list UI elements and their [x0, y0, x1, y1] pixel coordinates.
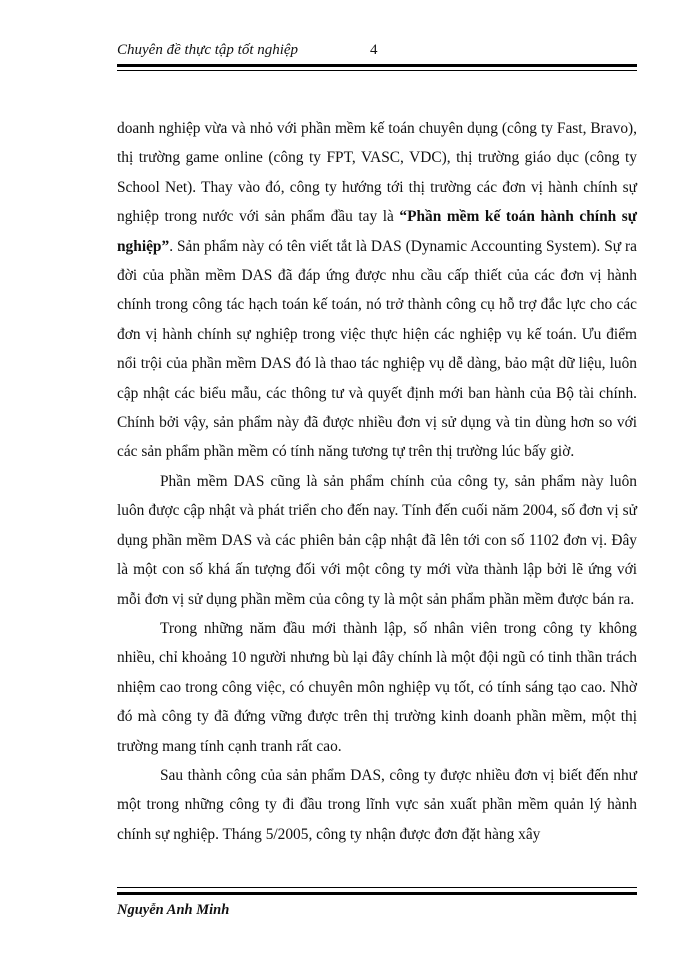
body-text — [117, 114, 637, 849]
paragraph-1-text-a: doanh nghiệp vừa và nhỏ với phần mềm kế toán chuyên dụng (công ty Fast, Bravo), thị trường game online (công ty FPT, VASC, VDC), thị trường giáo dục (công ty School Net). Thay vào đó, công ty hướng tới thị trường các đơn vị hành chính sự nghiệp trong nước với sản phẩm đầu tay là — [117, 120, 637, 226]
footer-rule-thick — [117, 892, 637, 895]
paragraph-4: Sau thành công của sản phẩm DAS, công ty được nhiều đơn vị biết đến như một trong những công ty đi đầu trong lĩnh vực sản xuất phần mềm quản lý hành chính sự nghiệp. Tháng 5/2005, công ty nhận được đơn đặt hàng xây — [117, 766, 637, 843]
footer-author: Nguyễn Anh Minh — [117, 902, 230, 918]
page-number: 4 — [370, 42, 378, 58]
header-rule-thin — [117, 70, 637, 71]
footer-rule-thin — [117, 887, 637, 888]
page-header — [117, 42, 637, 64]
paragraph-2: Phần mềm DAS cũng là sản phẩm chính của công ty, sản phẩm này luôn luôn được cập nhật và phát triển cho đến nay. Tính đến cuối năm 2004, số đơn vị sử dụng phần mềm DAS và các phiên bản cập nhật đã lên tới con số 1102 đơn vị. Đây là một con số khá ấn tượng đối với một công ty mới vừa thành lập bởi lẽ ứng với mỗi đơn vị sử dụng phần mềm của công ty là một sản phẩm phần mềm được bán ra. — [117, 472, 637, 608]
product-name-bold: “Phần mềm kế toán hành chính sự nghiệp” — [117, 208, 637, 255]
paragraph-1-text-b: . Sản phẩm này có tên viết tắt là DAS (Dynamic Accounting System). Sự ra đời của phần mềm DAS đã đáp ứng được nhu cầu cấp thiết của các đơn vị hành chính trong công tác hạch toán kế toán, nó trở thành công cụ hỗ trợ đắc lực cho các đơn vị hành chính sự nghiệp trong việc thực hiện các nghiệp vụ kế toán. Ưu điểm nổi trội của phần mềm DAS đó là thao tác nghiệp vụ dễ dàng, bảo mật dữ liệu, luôn cập nhật các biểu mẫu, các thông tư và quyết định mới ban hành của Bộ tài chính. Chính bởi vậy, sản phẩm này đã được nhiều đơn vị sử dụng và tin dùng hơn so với các sản phẩm phần mềm có tính năng tương tự trên thị trường lúc bấy giờ. — [117, 237, 637, 461]
paragraph-1 — [117, 114, 637, 467]
header-rule-thick — [117, 64, 637, 67]
paragraph-3: Trong những năm đầu mới thành lập, số nhân viên trong công ty không nhiều, chỉ khoảng 10 người nhưng bù lại đây chính là một đội ngũ có tinh thần trách nhiệm cao trong công việc, có chuyên môn nghiệp vụ tốt, có tính sáng tạo cao. Nhờ đó mà công ty đã đứng vững được trên thị trường kinh doanh phần mềm, một thị trường mang tính cạnh tranh rất cao. — [117, 619, 637, 755]
header-title: Chuyên đề thực tập tốt nghiệp — [117, 42, 299, 58]
